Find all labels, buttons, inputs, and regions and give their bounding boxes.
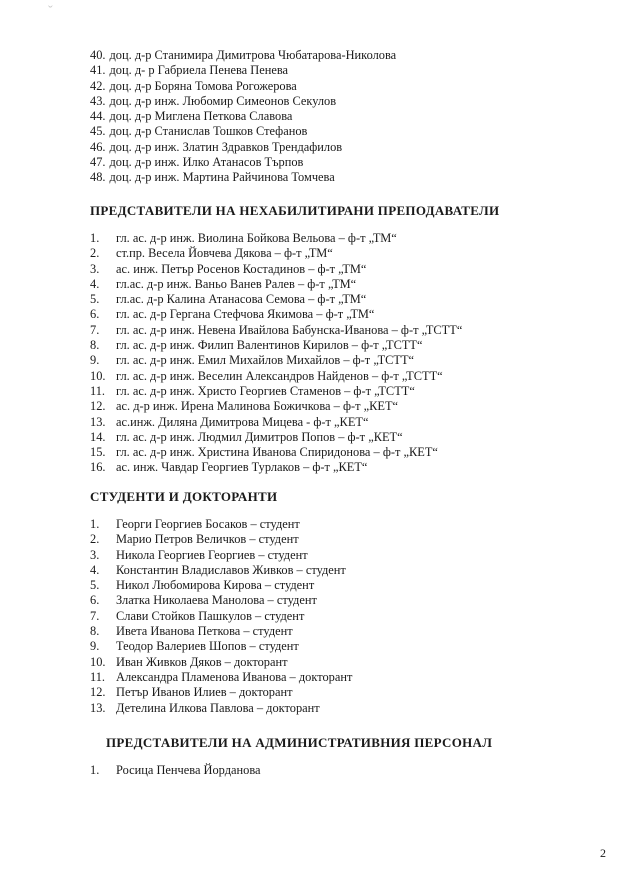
list-item [90,624,352,639]
list-item-text: гл. ас. д-р инж. Христо Георгиев Стаменов – ф-т „ТСТТ“ [116,383,415,398]
list-item-number: 44. [90,109,106,124]
list-item-number: 7. [90,608,100,623]
list-item [90,609,352,624]
list-item [90,399,462,414]
list-item-number: 40. [90,48,106,62]
list-item-number: 5. [90,578,100,593]
list-item-number: 2. [90,246,100,261]
list-item [90,430,462,445]
list-item-number: 4. [90,562,100,577]
list-item-number: 41. [90,63,106,78]
list-item-text: гл.ас. д-р инж. Ваньо Ванев Ралев – ф-т „ТМ“ [116,276,357,291]
list-item-number: 9. [90,353,100,368]
list-item-text: Никола Георгиев Георгиев – студент [116,547,308,562]
list-item [90,384,462,399]
non-habilitated-list [90,231,462,476]
section-title-admin-staff: ПРЕДСТАВИТЕЛИ НА АДМИНИСТРАТИВНИЯ ПЕРСОНАЛ [106,735,493,750]
section-title-non-habilitated: ПРЕДСТАВИТЕЛИ НА НЕХАБИЛИТИРАНИ ПРЕПОДАВАТЕЛИ [90,203,500,218]
list-item [90,353,462,368]
list-item-text: Слави Стойков Пашкулов – студент [116,608,305,623]
list-item-text: Никол Любомирова Кирова – студент [116,578,315,593]
list-item-text: доц. д-р инж. Любомир Симеонов Секулов [109,93,337,108]
list-item [90,109,396,124]
list-item [90,94,396,109]
list-item-text: Златка Николаева Манолова – студент [116,593,317,608]
list-item-text: ас. инж. Чавдар Георгиев Турлаков – ф-т „КЕТ“ [116,460,368,475]
list-item-text: гл. ас. д-р инж. Веселин Александров Найденов – ф-т „ТСТТ“ [116,368,443,383]
list-item-text: Ивета Иванова Петкова – студент [116,624,293,639]
list-item-number: 9. [90,639,100,654]
list-item [90,639,352,654]
list-item [90,307,462,322]
list-item [90,593,352,608]
list-item-text: гл. ас. д-р Гергана Стефчова Якимова – ф-т „ТМ“ [116,307,375,322]
page-number: 2 [600,846,606,860]
list-item-text: доц. д-р инж. Илко Атанасов Търпов [109,155,304,170]
list-item-number: 47. [90,155,106,170]
list-item-number: 2. [90,532,100,547]
list-item-number: 10. [90,654,106,669]
list-item-number: 13. [90,700,106,715]
list-item-text: гл. ас. д-р инж. Филип Валентинов Кирилов – ф-т „ТСТТ“ [116,338,423,353]
list-item-text: гл. ас. д-р инж. Невена Ивайлова Бабунска-Иванова – ф-т „ТСТТ“ [116,322,463,337]
list-item [90,231,462,246]
list-item-number: 7. [90,322,100,337]
list-item [90,578,352,593]
list-item-text: Росица Пенчева Йорданова [116,763,261,777]
list-item-text: гл. ас. д-р инж. Христина Иванова Спиридонова – ф-т „КЕТ“ [116,445,438,460]
list-item-number: 12. [90,399,106,414]
list-item [90,262,462,277]
list-item-text: гл. ас. д-р инж. Виолина Бойкова Вельова – ф-т „ТМ“ [116,231,397,245]
list-item-number: 42. [90,78,106,93]
admin-staff-list [90,763,261,778]
list-item-number: 48. [90,170,106,185]
list-item-text: Александра Пламенова Иванова – докторант [116,669,353,684]
list-item [90,155,396,170]
list-item-text: ас.инж. Диляна Димитрова Мицева - ф-т „КЕТ“ [116,414,369,429]
list-item-text: доц. д-р инж. Мартина Райчинова Томчева [109,170,335,185]
list-item [90,277,462,292]
list-item-text: гл.ас. д-р Калина Атанасова Семова – ф-т „ТМ“ [116,292,367,307]
list-item [90,563,352,578]
list-item [90,48,396,63]
list-item [90,170,396,185]
list-item-number: 10. [90,368,106,383]
list-item-text: доц. д-р Миглена Петкова Славова [109,109,293,124]
list-item [90,548,352,563]
list-item [90,670,352,685]
list-item-text: гл. ас. д-р инж. Людмил Димитров Попов – ф-т „КЕТ“ [116,429,403,444]
list-item [90,701,352,716]
list-item-number: 1. [90,517,100,531]
list-item-text: Петър Иванов Илиев – докторант [116,685,293,700]
list-item-number: 1. [90,231,100,245]
list-item [90,460,462,475]
list-item [90,246,462,261]
list-item-text: доц. д-р Станислав Тошков Стефанов [109,124,308,139]
list-item-number: 13. [90,414,106,429]
list-item-text: Теодор Валериев Шопов – студент [116,639,299,654]
list-item-number: 8. [90,338,100,353]
list-item-number: 43. [90,93,106,108]
list-item-number: 14. [90,429,106,444]
list-item [90,445,462,460]
list-item-number: 11. [90,383,106,398]
list-item-text: Константин Владиславов Живков – студент [116,562,346,577]
list-item-text: Детелина Илкова Павлова – докторант [116,700,320,715]
list-item [90,763,261,778]
list-item-number: 16. [90,460,106,475]
list-item-number: 5. [90,292,100,307]
list-item-number: 12. [90,685,106,700]
list-item [90,338,462,353]
list-item-text: ас. инж. Петър Росенов Костадинов – ф-т „ТМ“ [116,261,367,276]
list-item [90,323,462,338]
list-item-number: 11. [90,669,106,684]
list-item-text: доц. д- р Габриела Пенева Пенева [109,63,289,78]
list-item [90,532,352,547]
list-item-text: Марио Петров Величков – студент [116,532,299,547]
professors-list [90,48,396,186]
list-item [90,369,462,384]
list-item-text: доц. д-р Станимира Димитрова Чюбатарова-Николова [109,48,397,62]
list-item [90,124,396,139]
list-item-text: ст.пр. Весела Йовчева Дякова – ф-т „ТМ“ [116,246,333,261]
list-item [90,292,462,307]
list-item-text: доц. д-р Боряна Томова Рогожерова [109,78,297,93]
list-item-number: 46. [90,139,106,154]
list-item-number: 4. [90,276,100,291]
list-item [90,517,352,532]
list-item [90,140,396,155]
list-item-text: Иван Живков Дяков – докторант [116,654,288,669]
list-item-number: 3. [90,261,100,276]
list-item-number: 6. [90,593,100,608]
list-item-number: 6. [90,307,100,322]
list-item-number: 15. [90,445,106,460]
list-item-text: ас. д-р инж. Ирена Малинова Божичкова – ф-т „КЕТ“ [116,399,399,414]
list-item-number: 8. [90,624,100,639]
list-item-number: 45. [90,124,106,139]
list-item-text: доц. д-р инж. Златин Здравков Трендафилов [109,139,343,154]
list-item-number: 1. [90,763,100,777]
list-item [90,685,352,700]
list-item [90,415,462,430]
list-item-text: Георги Георгиев Босаков – студент [116,517,300,531]
list-item [90,63,396,78]
students-list [90,517,352,716]
section-title-students: СТУДЕНТИ И ДОКТОРАНТИ [90,489,278,504]
list-item-number: 3. [90,547,100,562]
list-item [90,79,396,94]
list-item [90,655,352,670]
list-item-text: гл. ас. д-р инж. Емил Михайлов Михайлов – ф-т „ТСТТ“ [116,353,415,368]
scan-mark: ˇ [48,4,53,19]
